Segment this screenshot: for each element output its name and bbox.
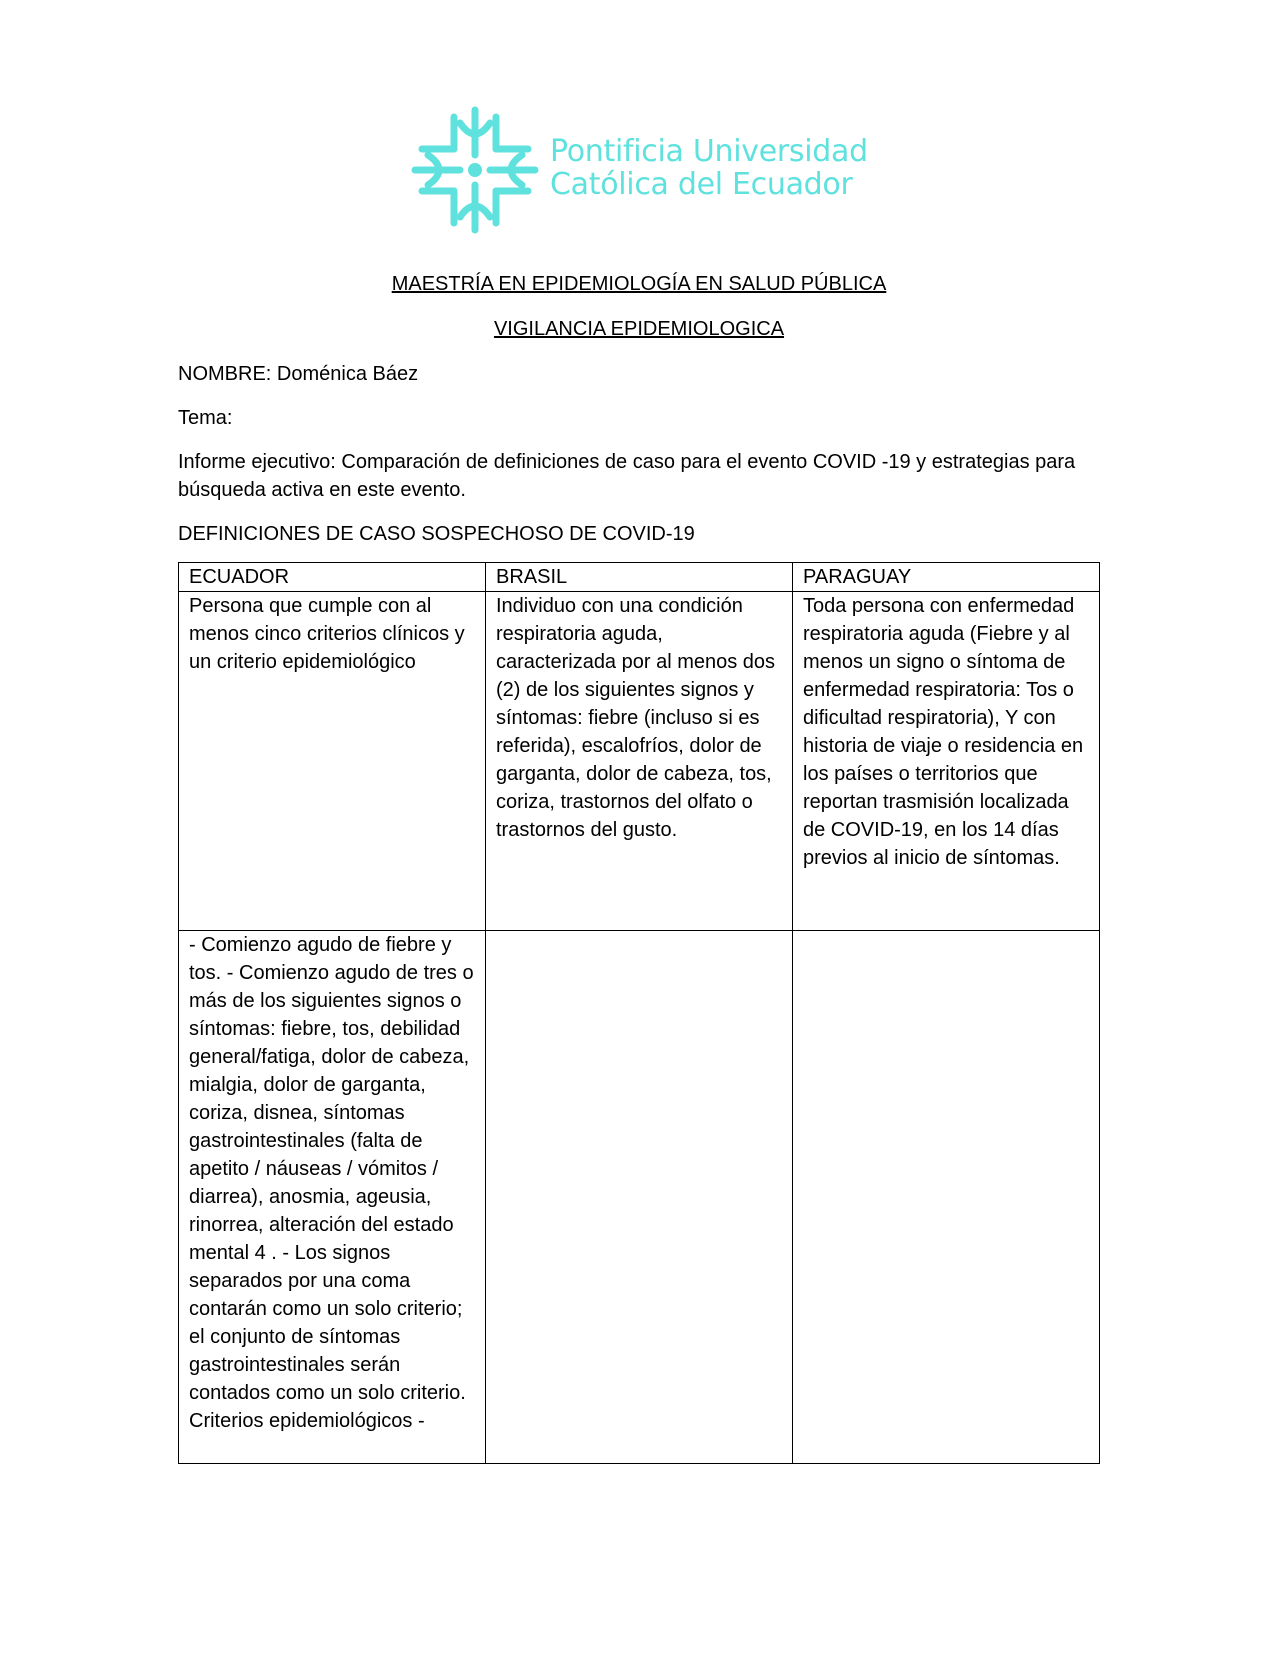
cell-ecuador-definition: Persona que cumple con al menos cinco criterios clínicos y un criterio epidemiológico [179, 592, 486, 931]
header-ecuador: ECUADOR [179, 563, 486, 592]
subject-title: VIGILANCIA EPIDEMIOLOGICA [493, 318, 785, 340]
logo-line-1: Pontificia Universidad [550, 134, 868, 169]
university-logo [410, 105, 880, 240]
document-body [178, 270, 1100, 1464]
cross-emblem-icon [410, 105, 540, 235]
ecuador-epidemiological-criteria: Criterios epidemiológicos - [189, 1410, 425, 1432]
student-name: NOMBRE: Doménica Báez [178, 363, 419, 385]
header-brasil: BRASIL [486, 563, 793, 592]
cell-paraguay-empty [793, 931, 1100, 1464]
table-row [179, 931, 1100, 1464]
program-title: MAESTRÍA EN EPIDEMIOLOGÍA EN SALUD PÚBLICA [391, 273, 887, 295]
cell-paraguay-definition: Toda persona con enfermedad respiratoria aguda (Fiebre y al menos un signo o síntoma de enfermedad respiratoria: Tos o dificultad respiratoria), Y con historia de viaje o residencia en los países o territorios que reportan trasmisión localizada de COVID-19, en los 14 días previos al inicio de síntomas. [793, 592, 1100, 931]
report-description: Informe ejecutivo: Comparación de definiciones de caso para el evento COVID -19 y estrategias para búsqueda activa en este evento. [178, 451, 1076, 501]
ecuador-clinical-criteria: - Comienzo agudo de fiebre y tos. - Comienzo agudo de tres o más de los siguientes signos o síntomas: fiebre, tos, debilidad general/fatiga, dolor de cabeza, mialgia, dolor de garganta, coriza, disnea, síntomas gastrointestinales (falta de apetito / náuseas / vómitos / diarrea), anosmia, ageusia, rinorrea, alteración del estado mental 4 . - Los signos separados por una coma contarán como un solo criterio; el conjunto de síntomas gastrointestinales serán contados como un solo criterio. [189, 934, 474, 1404]
table-row [179, 592, 1100, 931]
topic-label: Tema: [178, 407, 233, 429]
case-definitions-table [178, 562, 1100, 1464]
logo-line-2: Católica del Ecuador [550, 167, 853, 202]
cell-brasil-definition: Individuo con una condición respiratoria aguda, caracterizada por al menos dos (2) de los siguientes signos y síntomas: fiebre (incluso si es referida), escalofríos, dolor de garganta, dolor de cabeza, tos, coriza, trastornos del olfato o trastornos del gusto. [486, 592, 793, 931]
table-header-row [179, 563, 1100, 592]
cell-brasil-empty [486, 931, 793, 1464]
header-paraguay: PARAGUAY [793, 563, 1100, 592]
section-heading: DEFINICIONES DE CASO SOSPECHOSO DE COVID-19 [178, 523, 695, 545]
cell-ecuador-criteria [179, 931, 486, 1464]
